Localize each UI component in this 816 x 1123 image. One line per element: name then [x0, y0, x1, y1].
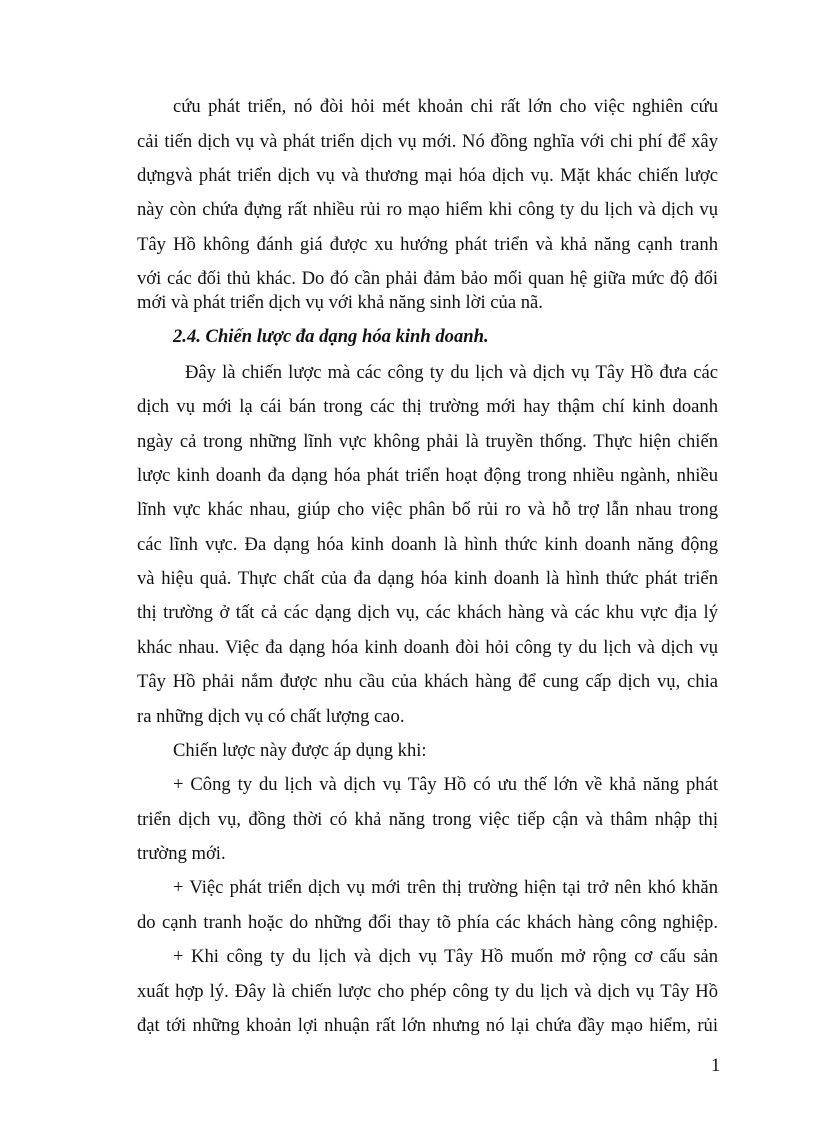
- text-line: khác nhau. Việc đa dạng hóa kinh doanh đòi hỏi công ty du lịch và dịch vụ: [137, 637, 718, 658]
- list-item: + Việc phát triển dịch vụ mới trên thị trường hiện tại trở nên khó khăn: [173, 877, 718, 898]
- text-line: trường mới.: [137, 843, 226, 864]
- list-item: + Công ty du lịch và dịch vụ Tây Hồ có ưu thế lớn về khả năng phát: [173, 774, 718, 795]
- text-line: mới và phát triển dịch vụ với khả năng sinh lời của nã.: [137, 292, 543, 313]
- text-line: ngày cả trong những lĩnh vực không phải là truyền thống. Thực hiện chiến: [137, 431, 718, 452]
- text-line: dịch vụ mới lạ cái bán trong các thị trường mới hay thậm chí kinh doanh: [137, 396, 718, 417]
- text-line: triển dịch vụ, đồng thời có khả năng trong việc tiếp cận và thâm nhập thị: [137, 809, 718, 830]
- text-line: cứu phát triển, nó đòi hỏi mét khoản chi rất lớn cho việc nghiên cứu: [173, 96, 718, 117]
- section-heading: 2.4. Chiến lược đa dạng hóa kinh doanh.: [173, 326, 489, 347]
- text-line: các lĩnh vực. Đa dạng hóa kinh doanh là hình thức kinh doanh năng động: [137, 534, 718, 555]
- text-line: cải tiến dịch vụ và phát triển dịch vụ mới. Nó đồng nghĩa với chi phí để xây: [137, 131, 718, 152]
- list-item: + Khi công ty du lịch và dịch vụ Tây Hồ muốn mở rộng cơ cấu sản: [173, 946, 718, 967]
- text-line: này còn chứa đựng rất nhiều rủi ro mạo hiểm khi công ty du lịch và dịch vụ: [137, 199, 718, 220]
- text-line: dựngvà phát triển dịch vụ và thương mại hóa dịch vụ. Mặt khác chiến lược: [137, 165, 718, 186]
- text-line: thị trường ở tất cả các dạng dịch vụ, các khách hàng và các khu vực địa lý: [137, 602, 718, 623]
- text-line: Đây là chiến lược mà các công ty du lịch và dịch vụ Tây Hồ đưa các: [185, 362, 718, 383]
- text-line: và hiệu quả. Thực chất của đa dạng hóa kinh doanh là hình thức phát triển: [137, 568, 718, 589]
- text-line: lĩnh vực khác nhau, giúp cho việc phân bố rủi ro và hỗ trợ lẫn nhau trong: [137, 499, 718, 520]
- text-line: Tây Hồ phải nắm được nhu cầu của khách hàng để cung cấp dịch vụ, chia: [137, 671, 718, 692]
- text-line: Chiến lược này được áp dụng khi:: [173, 740, 427, 761]
- text-line: với các đối thủ khác. Do đó cần phải đảm bảo mối quan hệ giữa mức độ đổi: [137, 268, 718, 289]
- text-line: xuất hợp lý. Đây là chiến lược cho phép công ty du lịch và dịch vụ Tây Hồ: [137, 981, 718, 1002]
- text-line: ra những dịch vụ có chất lượng cao.: [137, 706, 405, 727]
- text-line: Tây Hồ không đánh giá được xu hướng phát triển và khả năng cạnh tranh: [137, 234, 718, 255]
- text-line: đạt tới những khoản lợi nhuận rất lớn nhưng nó lại chứa đầy mạo hiểm, rủi: [137, 1015, 718, 1036]
- page-number: 1: [711, 1055, 721, 1076]
- text-line: lược kinh doanh đa dạng hóa phát triển hoạt động trong nhiều ngành, nhiều: [137, 465, 718, 486]
- text-line: do cạnh tranh hoặc do những đổi thay tõ phía các khách hàng công nghiệp.: [137, 912, 718, 933]
